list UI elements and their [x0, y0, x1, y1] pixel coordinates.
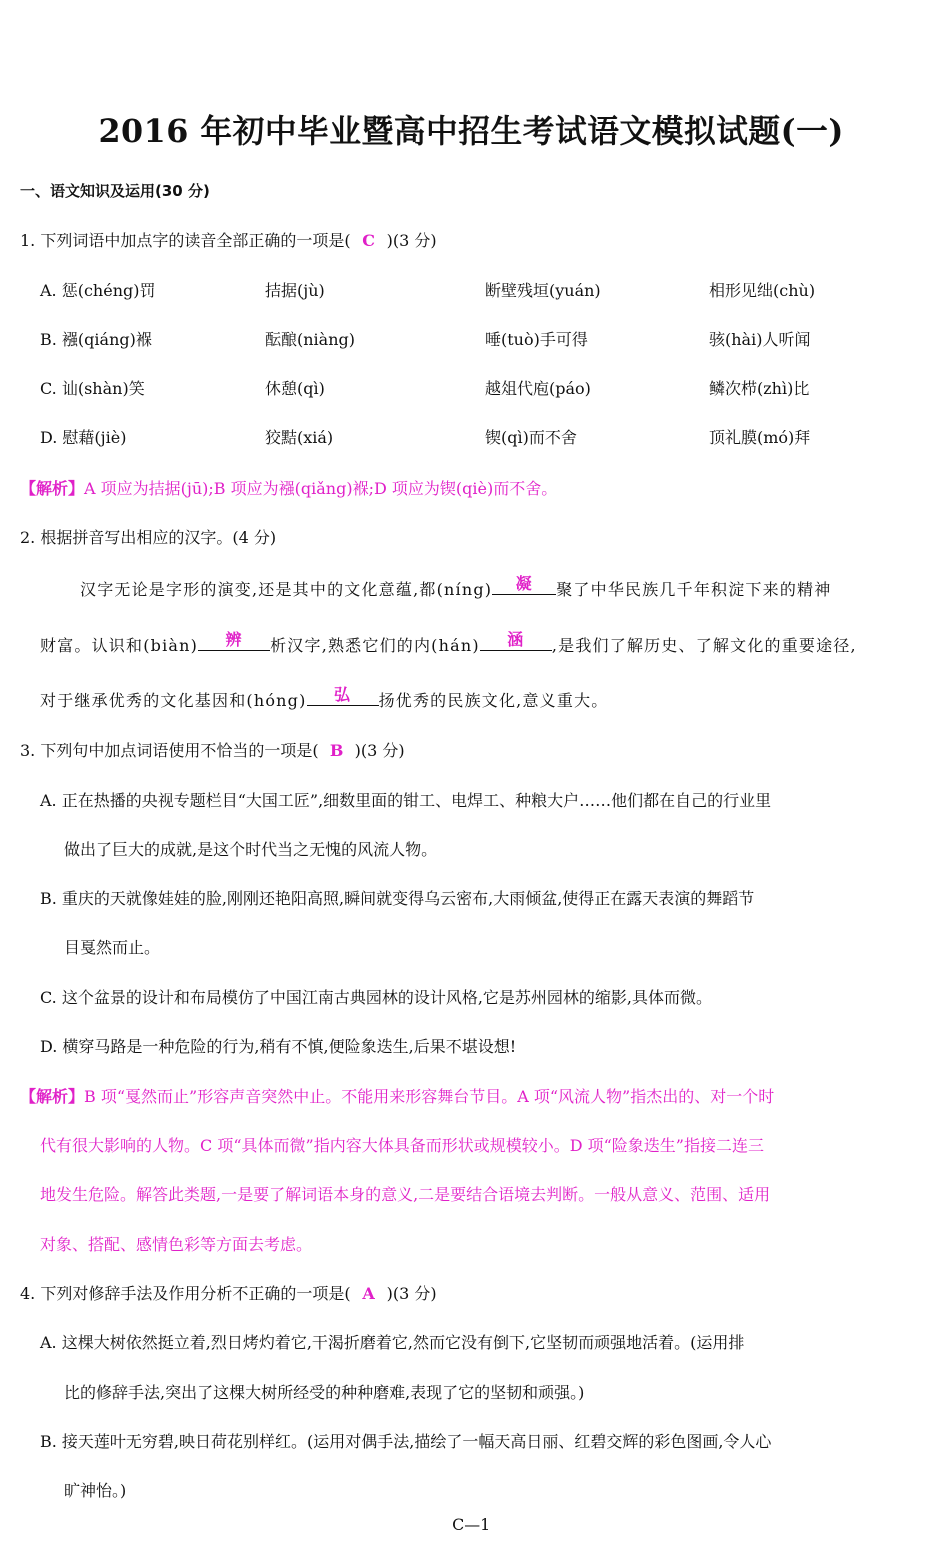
analysis-tag: 【解析】 [20, 479, 85, 498]
q2-paragraph-line-2 [40, 630, 857, 657]
q4-option-a-line-2: 比的修辞手法,突出了这棵大树所经受的种种磨难,表现了它的坚韧和顽强。) [64, 1383, 585, 1402]
question-2-stem: 2. 根据拼音写出相应的汉字。(4 分) [20, 528, 277, 547]
question-3-score: )(3 分) [354, 741, 405, 760]
question-1-score: )(3 分) [386, 231, 437, 250]
q1-option-d-2: 狡黠(xiá) [265, 428, 334, 447]
q3-option-a-line-2: 做出了巨大的成就,是这个时代当之无愧的风流人物。 [64, 840, 438, 859]
q1-option-a-2: 拮据(jù) [265, 281, 325, 300]
q3-analysis-line-1 [20, 1084, 774, 1107]
q2-text: 对于继承优秀的文化基因和(hóng) [40, 691, 307, 710]
q1-option-c-3: 越俎代庖(páo) [485, 379, 591, 398]
q2-text: 聚了中华民族几千年积淀下来的精神 [556, 580, 832, 599]
q1-option-c-1: C. 讪(shàn)笑 [40, 379, 145, 398]
q1-option-d-1: D. 慰藉(jiè) [40, 428, 127, 447]
question-3-stem [20, 738, 405, 761]
q3-analysis-line-4: 对象、搭配、感情色彩等方面去考虑。 [40, 1235, 313, 1254]
q2-paragraph-line-1 [80, 574, 832, 601]
question-3-answer: B [329, 741, 344, 760]
q2-text: 扬优秀的民族文化,意义重大。 [378, 691, 609, 710]
q2-paragraph-line-3 [40, 685, 609, 712]
question-1-stem [20, 228, 437, 251]
q1-option-d-4: 顶礼膜(mó)拜 [709, 428, 811, 447]
q1-option-b-3: 唾(tuò)手可得 [485, 330, 588, 349]
q1-option-c-4: 鳞次栉(zhì)比 [709, 379, 810, 398]
question-4-stem [20, 1281, 437, 1304]
q1-option-a-4: 相形见绌(chù) [709, 281, 816, 300]
q2-text: 汉字无论是字形的演变,还是其中的文化意蕴,都(níng) [80, 580, 493, 599]
q1-option-d-3: 锲(qì)而不舍 [485, 428, 577, 447]
q3-analysis-line-3: 地发生危险。解答此类题,一是要了解词语本身的意义,二是要结合语境去判断。一般从意义、范围、适用 [40, 1185, 771, 1204]
q3-analysis-text: B 项“戛然而止”形容声音突然中止。不能用来形容舞台节目。A 项“风流人物”指杰出的、对一个时 [84, 1087, 775, 1106]
q2-text: 析汉字,熟悉它们的内(hán) [270, 636, 480, 655]
q2-blank-1: 凝 [492, 571, 556, 595]
q3-option-b-line-1: B. 重庆的天就像娃娃的脸,刚刚还艳阳高照,瞬间就变得乌云密布,大雨倾盆,使得正在露天表演的舞蹈节 [40, 889, 755, 908]
question-1-answer: C [362, 231, 375, 250]
question-4-score: )(3 分) [386, 1284, 437, 1303]
q3-option-a-line-1: A. 正在热播的央视专题栏目“大国工匠”,细数里面的钳工、电焊工、种粮大户……他们都在自己的行业里 [40, 791, 772, 810]
q1-option-b-2: 酝酿(niàng) [265, 330, 355, 349]
q1-option-b-1: B. 襁(qiáng)褓 [40, 330, 152, 349]
q1-analysis-text: A 项应为拮据(jū);B 项应为襁(qiǎng)褓;D 项应为锲(qiè)而不舍。 [84, 479, 558, 498]
page-number: C—1 [452, 1515, 491, 1534]
q4-option-a-line-1: A. 这棵大树依然挺立着,烈日烤灼着它,干渴折磨着它,然而它没有倒下,它坚韧而顽强地活着。(运用排 [40, 1333, 745, 1352]
question-4-text: 4. 下列对修辞手法及作用分析不正确的一项是( [20, 1284, 351, 1303]
question-3-text: 3. 下列句中加点词语使用不恰当的一项是( [20, 741, 319, 760]
q1-option-a-3: 断壁残垣(yuán) [485, 281, 601, 300]
q1-analysis [20, 476, 557, 499]
q2-blank-3: 涵 [480, 627, 552, 651]
q4-option-b-line-1: B. 接天莲叶无穷碧,映日荷花别样红。(运用对偶手法,描绘了一幅天高日丽、红碧交辉的彩色图画,令人心 [40, 1432, 772, 1451]
question-4-answer: A [362, 1284, 375, 1303]
q3-analysis-line-2: 代有很大影响的人物。C 项“具体而微”指内容大体具备而形状或规模较小。D 项“险象迭生”指接二连三 [40, 1136, 764, 1155]
analysis-tag: 【解析】 [20, 1087, 85, 1106]
q1-option-b-4: 骇(hài)人听闻 [709, 330, 811, 349]
q3-option-d: D. 横穿马路是一种危险的行为,稍有不慎,便险象迭生,后果不堪设想! [40, 1037, 517, 1056]
q3-option-c: C. 这个盆景的设计和布局模仿了中国江南古典园林的设计风格,它是苏州园林的缩影,具体而微。 [40, 988, 713, 1007]
q1-option-a-1: A. 惩(chéng)罚 [40, 281, 156, 300]
q3-option-b-line-2: 目戛然而止。 [64, 938, 161, 957]
q2-blank-4: 弘 [307, 682, 379, 706]
section-heading: 一、语文知识及运用(30 分) [20, 182, 210, 200]
q1-option-c-2: 休憩(qì) [265, 379, 325, 398]
q2-text: 财富。认识和(biàn) [40, 636, 199, 655]
q4-option-b-line-2: 旷神怡。) [64, 1481, 127, 1500]
q2-blank-2: 辨 [198, 627, 270, 651]
question-1-text: 1. 下列词语中加点字的读音全部正确的一项是( [20, 231, 351, 250]
q2-text: ,是我们了解历史、了解文化的重要途径, [551, 636, 857, 655]
page-title: 2016 年初中毕业暨高中招生考试语文模拟试题(一) [98, 112, 844, 150]
